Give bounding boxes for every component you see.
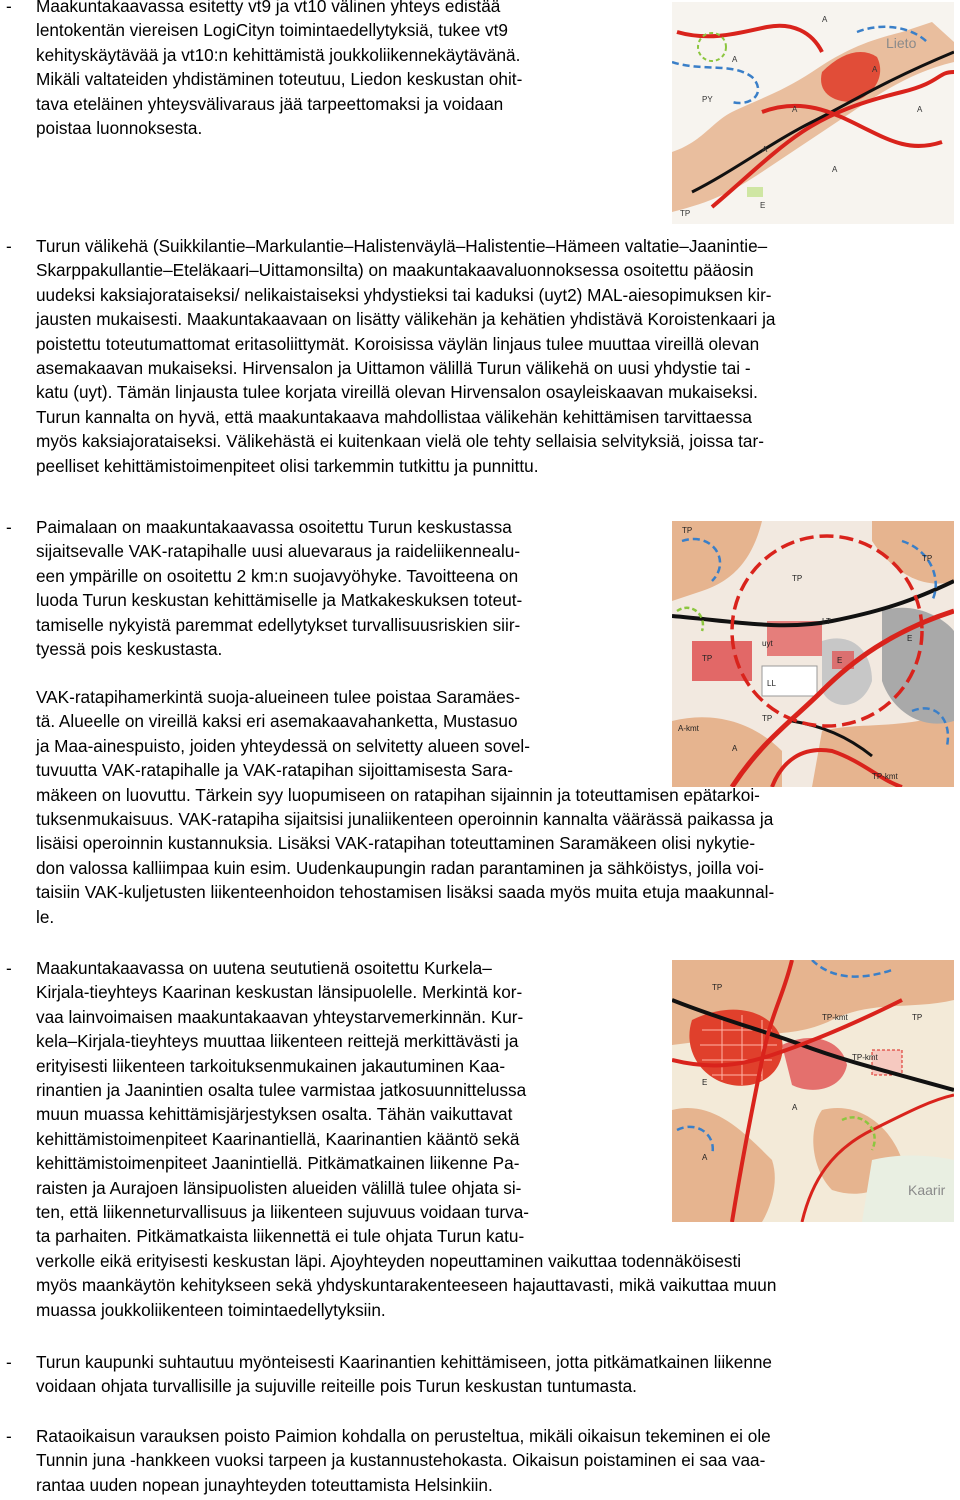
map-label: TP bbox=[792, 574, 803, 583]
text-line: Maakuntakaavassa on uutena seututienä osoitettu Kurkela– bbox=[36, 958, 492, 978]
map-label: E bbox=[702, 1078, 708, 1087]
map-label: PY bbox=[702, 95, 713, 104]
text-line: ta parhaiten. Pitkämatkaista liikennettä ei tule ohjata Turun katu- bbox=[36, 1226, 525, 1247]
text-line: tuksenmukaisuus. VAK-ratapiha sijaitsisi junaliikenteen operoinnin kannalta väärässä paikassa ja bbox=[36, 809, 774, 830]
bullet-dash: - bbox=[6, 0, 12, 16]
map-label: TP-kmt bbox=[822, 1013, 848, 1022]
paragraph-valikeha bbox=[36, 234, 775, 478]
text-line: raisten ja Aurajoen länsipuolisten alueiden välillä tulee ohjata si- bbox=[36, 1177, 522, 1198]
text-line: taisiin VAK-kuljetusten liikenteenhoidon tehostamisen lisäksi saada myös muita etuja maakunnal- bbox=[36, 882, 775, 903]
text-line: kela–Kirjala-tieyhteys muuttaa liikenteen reittejä merkittävästi ja bbox=[36, 1031, 519, 1052]
text-line: vaa lainvoimaisen maakuntakaavan yhteystarvemerkinnän. Kur- bbox=[36, 1006, 524, 1027]
bullet-dash: - bbox=[6, 517, 12, 537]
text-line: verkolle eikä erityisesti keskustan läpi. Ajoyhteyden nopeuttaminen vaikuttaa todennäköisesti bbox=[36, 1250, 742, 1271]
text-line: jausten mukaisesti. Maakuntakaavaan on lisätty välikehän ja kehätien yhdistävä Koroistenkaari ja bbox=[36, 309, 776, 330]
map-label: A bbox=[822, 15, 828, 24]
text-line: tuvuutta VAK-ratapihalle ja VAK-ratapihan sijoittamisesta Sara- bbox=[36, 760, 514, 781]
paragraph-vak-ratapiha bbox=[36, 685, 774, 929]
text-line: Paimalaan on maakuntakaavassa osoitettu Turun keskustassa bbox=[36, 517, 512, 537]
text-line: myös maankäytön kehitykseen sekä yhdyskuntarakenteeseen hajauttavasti, mikä vaikuttaa muun bbox=[36, 1275, 777, 1296]
text-line: muun muassa kehittämisjärjestyksen osalta. Tähän vaikuttavat bbox=[36, 1104, 513, 1125]
text-line: een ympärille on osoitettu 2 km:n suojavyöhyke. Tavoitteena on bbox=[36, 565, 519, 586]
map-label: LT bbox=[822, 617, 831, 626]
map-label: A bbox=[792, 105, 798, 114]
text-line: peelliset kehittämistoimenpiteet olisi tarkemmin tutkittu ja punnittu. bbox=[36, 455, 539, 476]
text-line: lentokentän viereisen LogiCityn toimintaedellytyksiä, tukee vt9 bbox=[36, 20, 508, 41]
text-line: Skarppakullantie–Eteläkaari–Uittamonsilta) on maakuntakaavaluonnoksessa osoitettu pääosin bbox=[36, 260, 754, 281]
text-line: luoda Turun keskustan kehittämiselle ja Matkakeskuksen toteut- bbox=[36, 590, 523, 611]
map-place-label: Lieto bbox=[886, 35, 917, 51]
text-line: mäkeen on luovuttu. Tärkein syy luopumiseen on ratapihan sijainnin ja toteuttamisen epätarkoi- bbox=[36, 784, 760, 805]
map-lieto bbox=[672, 2, 954, 224]
map-label: uyt bbox=[762, 639, 773, 648]
text-line: kehittämistoimenpiteet Kaarinantiellä, Kaarinantien kääntö sekä bbox=[36, 1128, 520, 1149]
text-line: ten, että liikenneturvallisuus ja liikenteen sujuvuus voidaan turva- bbox=[36, 1202, 529, 1223]
map-label: A bbox=[702, 1153, 708, 1162]
map-label: TP bbox=[712, 983, 723, 992]
map-label: E bbox=[837, 656, 843, 665]
map-label: TP-kmt bbox=[872, 772, 898, 781]
bullet-dash: - bbox=[6, 1352, 12, 1372]
text-line: voidaan ohjata turvallisille ja sujuville reiteille pois Turun keskustan tuntumasta. bbox=[36, 1376, 637, 1397]
text-line: le. bbox=[36, 906, 55, 927]
text-line: myös kaksiajorataiseksi. Välikehästä ei kuitenkaan vielä ole tehty sellaisia selvityksiä, joissa tar- bbox=[36, 431, 764, 452]
text-line: lisäisi operoinnin kustannuksia. Lisäksi VAK-ratapihan toteuttaminen Saramäkeen olisi nykytie- bbox=[36, 833, 756, 854]
text-line: Turun kannalta on hyvä, että maakuntakaava mahdollistaa välikehän kehittämisen tarvittaessa bbox=[36, 406, 752, 427]
map-label: TP bbox=[680, 209, 691, 218]
text-line: Turun kaupunki suhtautuu myönteisesti Kaarinantien kehittämiseen, jotta pitkämatkainen liikenne bbox=[36, 1352, 772, 1372]
map-kaarina bbox=[672, 960, 954, 1222]
map-label: A bbox=[832, 165, 838, 174]
paragraph-kurkela-kirjala bbox=[36, 956, 776, 1322]
text-line: erityisesti liikenteen tarkoituksenmukainen jakautuminen Kaa- bbox=[36, 1055, 506, 1076]
map-label: A bbox=[872, 65, 878, 74]
map-label: A bbox=[917, 105, 923, 114]
text-line: sijaitsevalle VAK-ratapihalle uusi aluevaraus ja raideliikennealu- bbox=[36, 541, 521, 562]
map-label: A bbox=[792, 1103, 798, 1112]
text-line: poistettu toteutumattomat eritasoliittymät. Koroisissa väylän linjaus tulee muuttaa vireillä olevan bbox=[36, 333, 760, 354]
text-line: Tunnin juna -hankkeen vuoksi tarpeen ja kustannustehokasta. Oikaisun poistaminen ei saa vaa- bbox=[36, 1450, 766, 1471]
map-label: A bbox=[762, 145, 768, 154]
map-label: TP bbox=[702, 654, 713, 663]
text-line: kehityskäytävää ja vt10:n kehittämistä joukkoliikennekäytävänä. bbox=[36, 44, 521, 65]
text-line: poistaa luonnoksesta. bbox=[36, 118, 203, 139]
text-line: tamiselle nykyistä paremmat edellytykset turvallisuusriskien siir- bbox=[36, 614, 521, 635]
text-line: asemakaavan mukaiseksi. Hirvensalon ja Uittamon välillä Turun välikehä on uusi yhdystie tai - bbox=[36, 358, 751, 379]
text-line: Rataoikaisun varauksen poisto Paimion kohdalla on perusteltua, mikäli oikaisun tekeminen ei ole bbox=[36, 1426, 771, 1446]
text-line: Maakuntakaavassa esitetty vt9 ja vt10 välinen yhteys edistää bbox=[36, 0, 501, 16]
bullet-dash: - bbox=[6, 1426, 12, 1446]
map-label: E bbox=[907, 634, 913, 643]
text-line: VAK-ratapihamerkintä suoja-alueineen tulee poistaa Saramäes- bbox=[36, 687, 521, 707]
text-line: katu (uyt). Tämän linjausta tulee korjata vireillä olevan Hirvensalon osayleiskaavan mukaiseksi. bbox=[36, 382, 758, 403]
map-label: TP bbox=[762, 714, 773, 723]
map-label: TP-kmt bbox=[852, 1053, 878, 1062]
map-place-label: Kaarir bbox=[908, 1182, 946, 1198]
text-line: tava eteläinen yhteysvälivaraus jää tarpeettomaksi ja voidaan bbox=[36, 93, 504, 114]
map-label: A bbox=[732, 55, 738, 64]
paragraph-rataoikaisu bbox=[36, 1424, 771, 1497]
text-line: rantaa uuden nopean junayhteyden toteuttamista Helsinkiin. bbox=[36, 1474, 493, 1495]
text-line: Kirjala-tieyhteys Kaarinan keskustan länsipuolelle. Merkintä kor- bbox=[36, 982, 523, 1003]
text-line: uudeksi kaksiajorataiseksi/ nelikaistaiseksi yhdystieksi tai kaduksi (uyt2) MAL-aiesopimuksen kir- bbox=[36, 284, 772, 305]
paragraph-kaarinantie bbox=[36, 1350, 772, 1399]
map-label: TP bbox=[682, 526, 693, 535]
map-label: TP bbox=[912, 1013, 923, 1022]
text-line: Turun välikehä (Suikkilantie–Markulantie–Halistenväylä–Halistentie–Hämeen valtatie–Jaanintie– bbox=[36, 236, 768, 256]
map-label: TP bbox=[922, 554, 933, 563]
text-line: don valossa kalliimpaa kuin esim. Uudenkaupungin radan parantaminen ja sähköistys, joilla voi- bbox=[36, 857, 765, 878]
paragraph-vt9-vt10 bbox=[36, 0, 522, 140]
map-label: A bbox=[732, 744, 738, 753]
text-line: muassa joukkoliikenteen toimintaedellytyksiin. bbox=[36, 1299, 386, 1320]
text-line: tä. Alueelle on vireillä kaksi eri asemakaavahanketta, Mustasuo bbox=[36, 711, 518, 732]
text-line: tyessä pois keskustasta. bbox=[36, 639, 223, 660]
text-line: ja Maa-ainespuisto, joiden yhteydessä on selvitetty alueen sovel- bbox=[36, 735, 530, 756]
text-line: kehittämistoimenpiteet Jaanintiellä. Pitkämatkainen liikenne Pa- bbox=[36, 1153, 520, 1174]
text-line: rinantien ja Jaanintien osalta tulee varmistaa jatkosuunnittelussa bbox=[36, 1080, 527, 1101]
bullet-dash: - bbox=[6, 236, 12, 256]
bullet-dash: - bbox=[6, 958, 12, 978]
map-label: A-kmt bbox=[678, 724, 699, 733]
text-line: Mikäli valtateiden yhdistäminen toteutuu, Liedon keskustan ohit- bbox=[36, 69, 523, 90]
paragraph-paimala bbox=[36, 515, 522, 661]
map-label: E bbox=[760, 201, 766, 210]
map-label: LL bbox=[767, 679, 776, 688]
